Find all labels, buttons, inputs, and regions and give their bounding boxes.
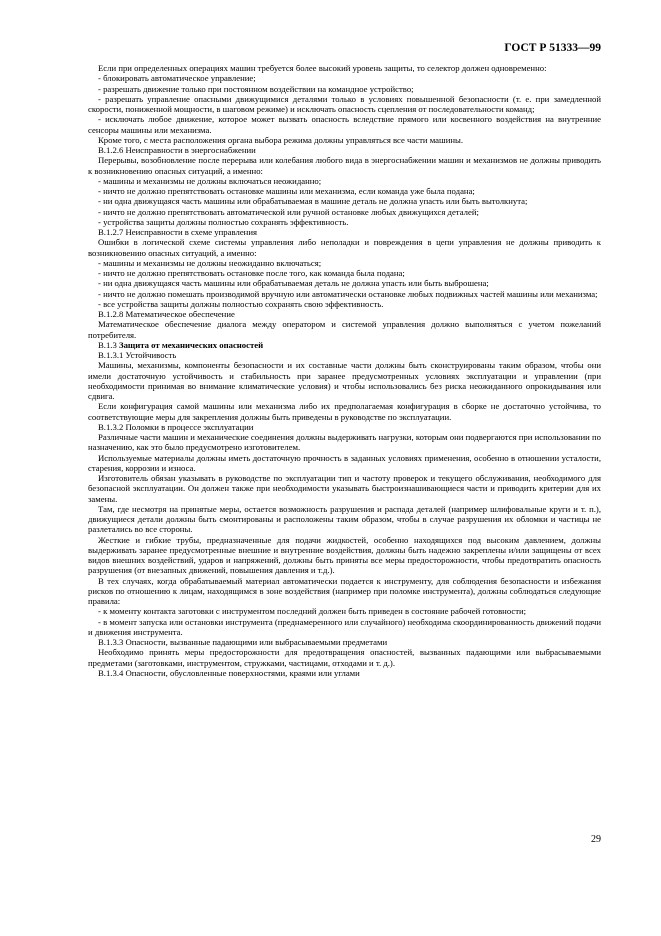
body-text <box>88 63 601 678</box>
paragraph <box>88 535 601 576</box>
paragraph <box>88 186 601 196</box>
paragraph-text: - машины и механизмы не должны неожиданно включаться; <box>98 257 322 268</box>
paragraph-text: Ошибки в логической схеме системы управления либо неполадки и повреждения в цепи управления не должны приводить к возникновению опасных ситуаций, а именно: <box>88 237 601 258</box>
paragraph-text: Там, где несмотря на принятые меры, остается возможность разрушения и распада деталей (например шлифовальные круги и т. п.), движущиеся детали должны быть смонтированы и расположены таким образом, чтобы в случае разрушения их обломки и частицы не разлетались во все стороны. <box>88 503 601 535</box>
paragraph <box>88 340 601 350</box>
paragraph-text: В.1.3.1 Устойчивость <box>98 350 177 360</box>
paragraph <box>88 207 601 217</box>
paragraph-text: Если при определенных операциях машин требуется более высокий уровень защиты, то селектор должен одновременно: <box>98 63 547 73</box>
paragraph <box>88 84 601 94</box>
paragraph-text: Изготовитель обязан указывать в руководстве по эксплуатации тип и частоту проверок и текущего обслуживания, необходимого для безопасной эксплуатации. Он должен также при необходимости указывать быстроизнашивающиеся части и приводить критерии для их замены. <box>88 473 601 504</box>
paragraph <box>88 217 601 227</box>
paragraph <box>88 309 601 319</box>
paragraph <box>88 617 601 638</box>
paragraph-text: Если конфигурация самой машины или механизма либо их предполагаемая конфигурация в сборке не достаточно устойчива, то соответствующие меры для закрепления должны быть приведены в руководстве по эксплуатации. <box>88 401 601 422</box>
paragraph-text: - ни одна движущаяся часть машины или обрабатываемая деталь не должна упасть или быть выброшена; <box>98 278 489 289</box>
paragraph <box>88 237 601 258</box>
paragraph-text: - машины и механизмы не должны включаться неожиданно; <box>98 175 322 186</box>
paragraph-text: В.1.3.2 Поломки в процессе эксплуатации <box>98 421 254 432</box>
paragraph-text: В.1.3.4 Опасности, обусловленные поверхностями, краями или углами <box>98 667 360 678</box>
paragraph <box>88 258 601 268</box>
paragraph-text: - устройства защиты должны полностью сохранять эффективность. <box>98 216 349 227</box>
section-heading-bold: Защита от механических опасностей <box>119 339 264 350</box>
paragraph-text: В тех случаях, когда обрабатываемый материал автоматически подается к инструменту, для соблюдения безопасности и избежания рисков по отношению к лицам, находящимся в зоне воздействия (например при поломке инструмента), должны соблюдаться следующие правила: <box>88 575 601 606</box>
paragraph-text: - ничто не должно препятствовать остановке после того, как команда была подана; <box>98 268 405 278</box>
paragraph-text: - исключать любое движение, которое может вызвать опасность вследствие прямого или косвенного воздействия на внутренние сенсоры машины или механизма. <box>88 114 601 135</box>
paragraph <box>88 432 601 453</box>
paragraph-text: - блокировать автоматическое управление; <box>98 73 256 84</box>
standard-header: ГОСТ Р 51333—99 <box>504 42 601 54</box>
paragraph <box>88 350 601 360</box>
paragraph-text: - разрешать движение только при постоянном воздействии на командное устройство; <box>98 83 414 94</box>
paragraph-text: Перерывы, возобновление после перерыва или колебания любого вида в энергоснабжении машин и механизмов не должны приводить к возникновению опасных ситуаций, а именно: <box>88 155 601 176</box>
paragraph-text: В.1.2.6 Неисправности в энергоснабжении <box>98 145 256 155</box>
paragraph-text: - все устройства защиты должны полностью сохранять свою эффективность. <box>98 298 384 309</box>
paragraph <box>88 473 601 504</box>
paragraph <box>88 453 601 474</box>
paragraph-text: - ничто не должно помешать производимой вручную или автоматически остановке любых подвижных частей машины или механизма; <box>98 288 598 299</box>
paragraph <box>88 73 601 83</box>
paragraph <box>88 289 601 299</box>
paragraph <box>88 114 601 135</box>
paragraph <box>88 94 601 115</box>
paragraph <box>88 145 601 155</box>
paragraph <box>88 299 601 309</box>
paragraph-text: В.1.3 <box>98 339 119 350</box>
paragraph <box>88 637 601 647</box>
paragraph-text: В.1.2.7 Неисправности в схеме управления <box>98 227 257 237</box>
paragraph-text: Различные части машин и механические соединения должны выдерживать нагрузки, которым они подвергаются при использовании по назначению, как это было предусмотрено изготовителем. <box>88 432 601 453</box>
paragraph-text: - ни одна движущаяся часть машины или обрабатываемая в машине деталь не должна упасть или быть вытолкнута; <box>98 196 528 207</box>
paragraph-text: - разрешать управление опасными движущимися деталями только в условиях повышенной безопасности (т. е. при замедленной скорости, пониженной мощности, в шаговом режиме) и исключать опасность сцепления от последовательности команд; <box>88 93 601 114</box>
paragraph-text: - ничто не должно препятствовать автоматической или ручной остановке любых движущихся деталей; <box>98 206 479 217</box>
paragraph <box>88 155 601 176</box>
paragraph <box>88 360 601 401</box>
paragraph <box>88 227 601 237</box>
paragraph-text: Необходимо принять меры предосторожности для предотвращения опасностей, вызванных падающими или выбрасываемыми предметами (заготовками, инструментом, стружками, частицами, отходами и т. д.). <box>88 647 601 668</box>
paragraph <box>88 278 601 288</box>
page-number: 29 <box>591 834 601 845</box>
paragraph-text: В.1.2.8 Математическое обеспечение <box>98 309 235 319</box>
paragraph-text: Математическое обеспечение диалога между оператором и системой управления должно выполняться с учетом пожеланий потребителя. <box>88 319 601 340</box>
paragraph <box>88 401 601 422</box>
paragraph <box>88 196 601 206</box>
paragraph-text: - в момент запуска или остановки инструмента (преднамеренного или случайного) необходима скоординированность движений подачи и движения инструмента. <box>88 616 601 637</box>
paragraph-text: Машины, механизмы, компоненты безопасности и их составные части должны быть сконструированы таким образом, чтобы они имели достаточную устойчивость и стабильность при заранее предусмотренных условиях эксплуатации и управлении (при необходимости принимая во внимание климатические условия) и чтобы использовались без риска неожиданного опрокидывания или сдвига. <box>88 360 601 401</box>
paragraph <box>88 647 601 668</box>
paragraph-text: Используемые материалы должны иметь достаточную прочность в заданных условиях применения, особенно в отношении усталости, старения, коррозии и износа. <box>88 452 601 473</box>
paragraph-text: Кроме того, с места расположения органа выбора режима должны управляться все части машины. <box>98 134 464 145</box>
paragraph <box>88 504 601 535</box>
paragraph <box>88 63 601 73</box>
paragraph <box>88 268 601 278</box>
paragraph-text: - ничто не должно препятствовать остановке машины или механизма, если команда уже была подана; <box>98 186 475 196</box>
paragraph <box>88 422 601 432</box>
paragraph <box>88 576 601 607</box>
paragraph <box>88 319 601 340</box>
paragraph-text: - к моменту контакта заготовки с инструментом последний должен быть приведен в состояние рабочей готовности; <box>98 606 527 617</box>
paragraph-text: В.1.3.3 Опасности, вызванные падающими или выбрасываемыми предметами <box>98 637 388 647</box>
paragraph <box>88 606 601 616</box>
paragraph <box>88 176 601 186</box>
paragraph <box>88 668 601 678</box>
paragraph <box>88 135 601 145</box>
paragraph-text: Жесткие и гибкие трубы, предназначенные для подачи жидкостей, особенно находящихся под высоким давлением, должны выдерживать заранее предусмотренные внешние и внутренние воздействия, должны быть надежно закреплены и/или защищены от всех видов внешних воздействий, ударов и напряжений, должны быть приняты все меры предосторожности, чтобы предотвратить опасность разрушения (от внезапных движений, повышения давления и т.д.). <box>88 534 601 576</box>
